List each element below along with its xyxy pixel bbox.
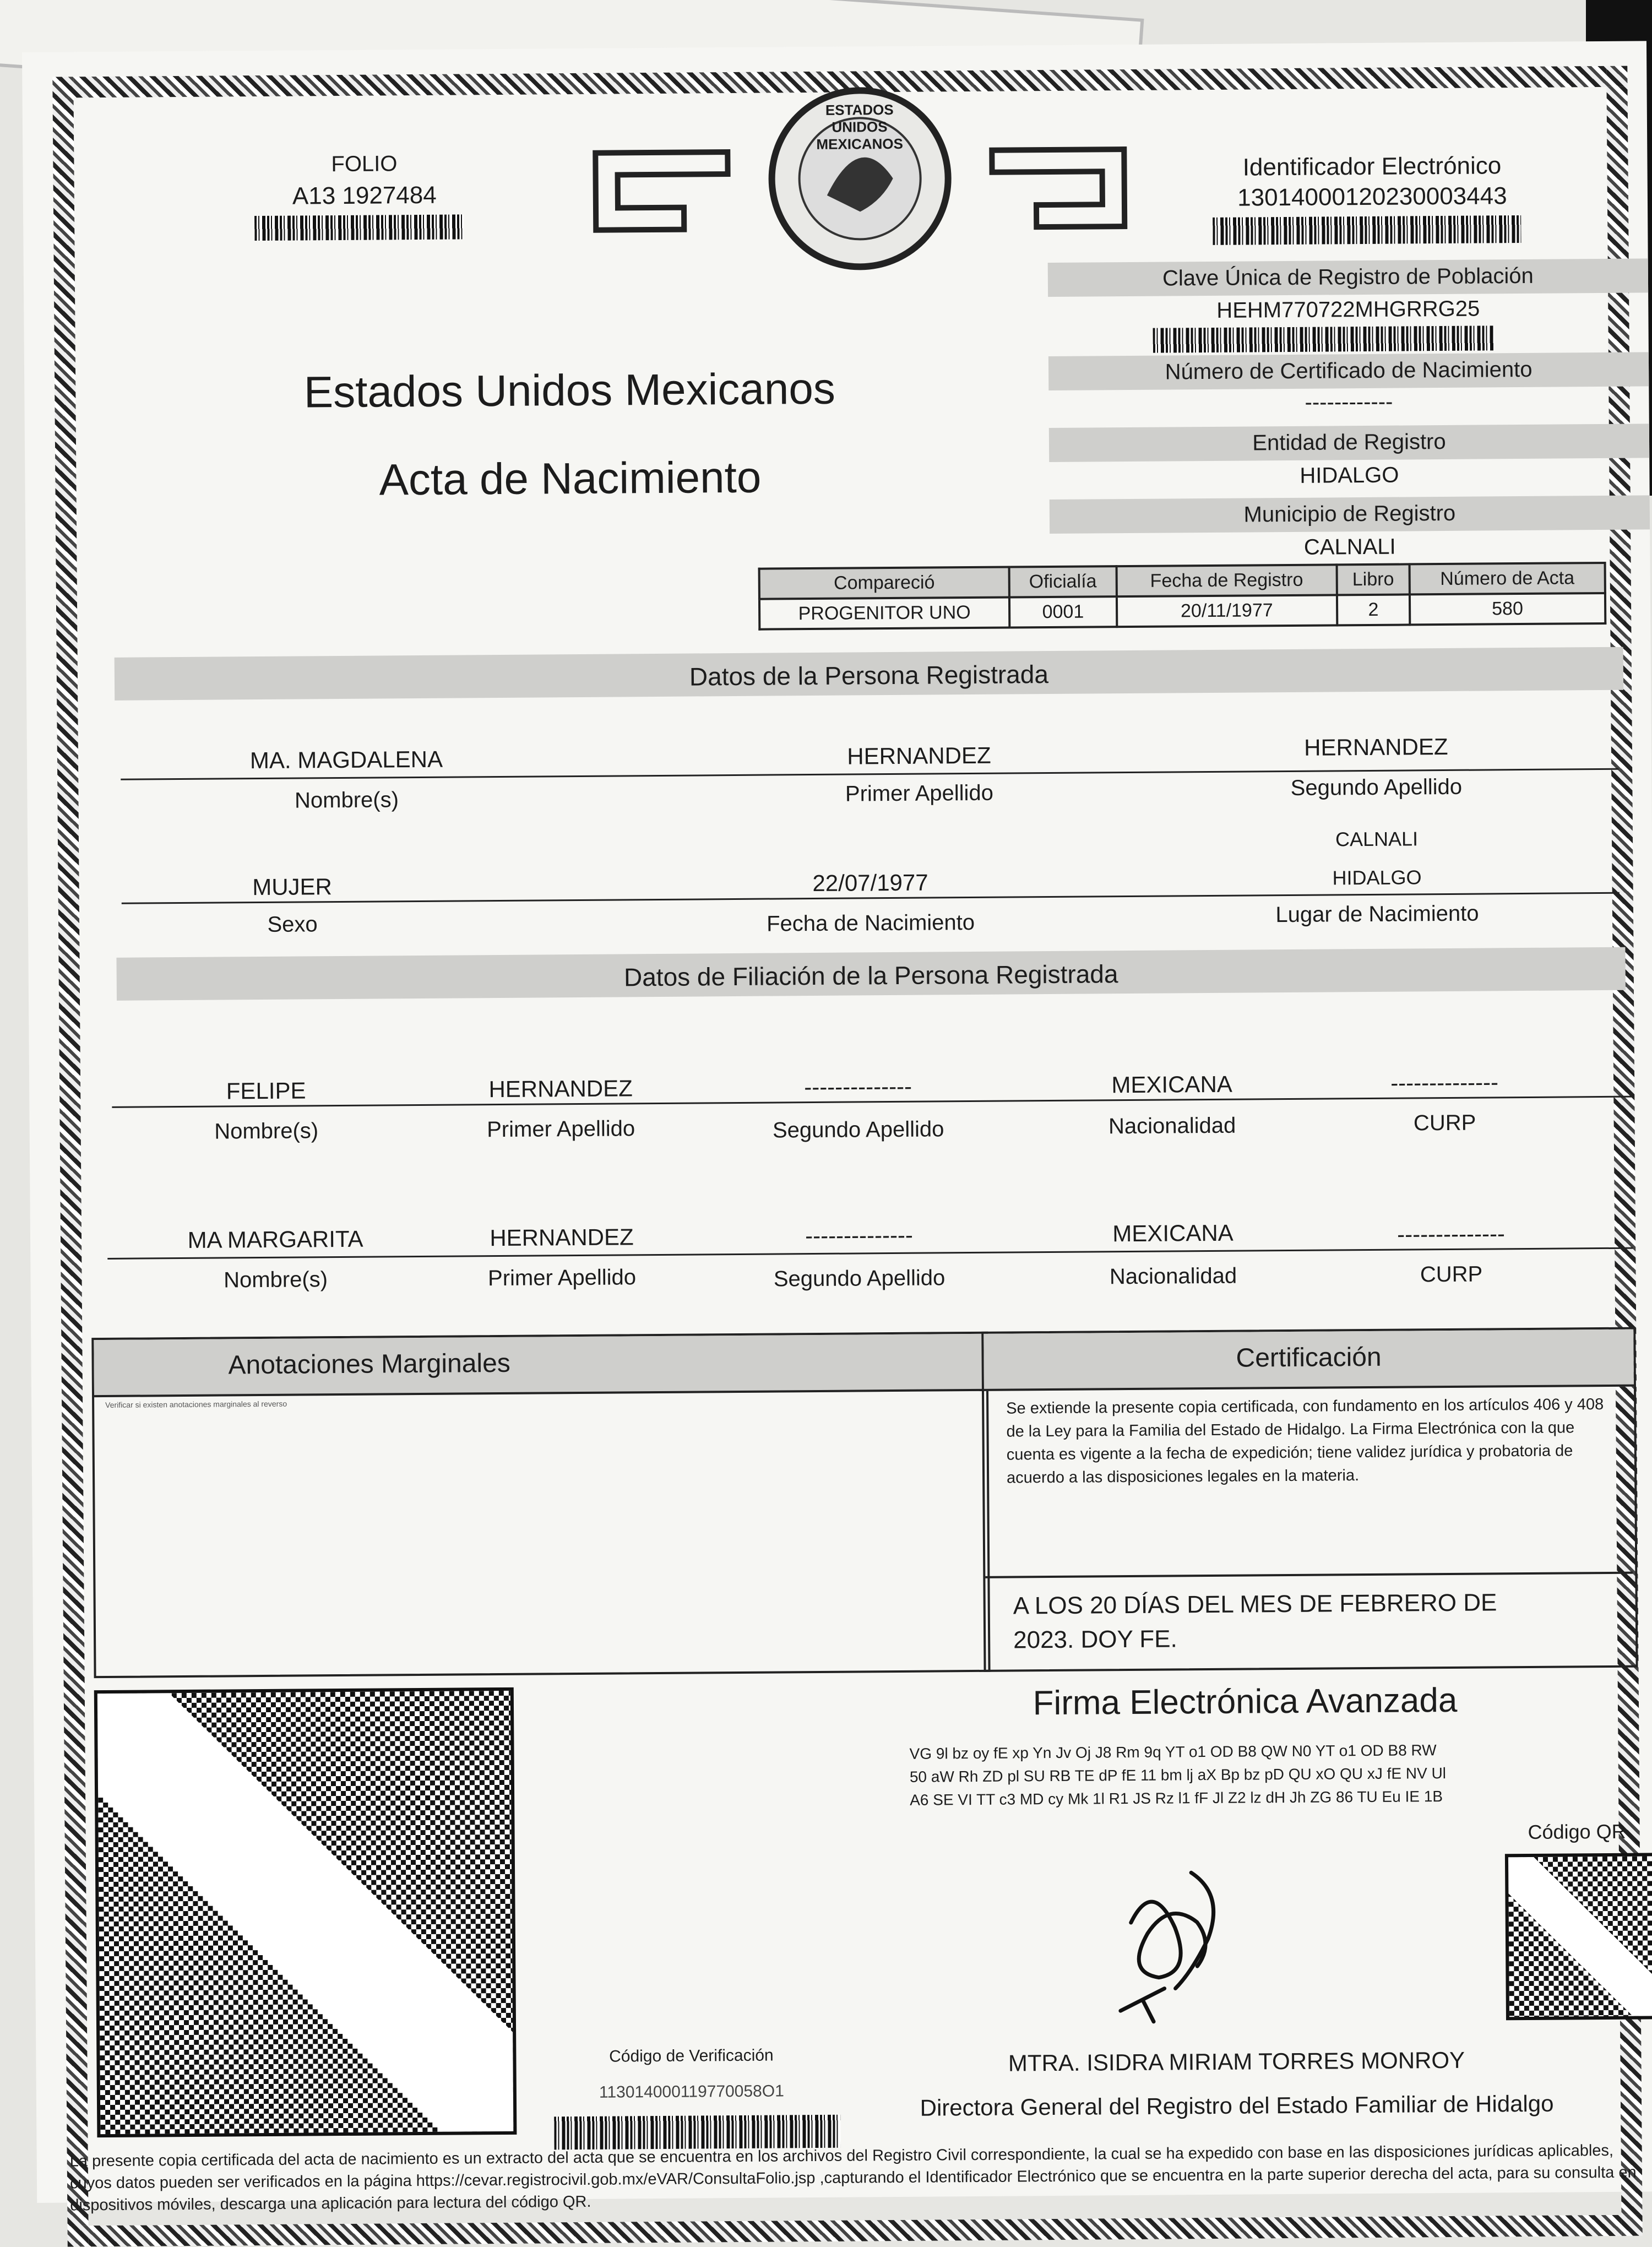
small-qr-code	[1505, 1853, 1652, 2020]
madre-apellido2-label: Segundo Apellido	[773, 1266, 945, 1291]
certificacion-fecha-line1: A LOS 20 DÍAS DEL MES DE FEBRERO DE	[1013, 1589, 1497, 1620]
birth-certificate-page	[22, 41, 1652, 2215]
padre-nacionalidad: MEXICANA	[1111, 1071, 1232, 1098]
value-oficialia: 0001	[1009, 596, 1117, 627]
folio-label: FOLIO	[331, 151, 398, 177]
padre-curp: --------------	[1390, 1069, 1499, 1096]
padre-nacionalidad-label: Nacionalidad	[1108, 1113, 1236, 1139]
persona-apellido1-label: Primer Apellido	[845, 780, 994, 806]
document-title: Acta de Nacimiento	[379, 452, 762, 504]
verification-code-label: Código de Verificación	[609, 2046, 774, 2066]
entidad-label: Entidad de Registro	[1252, 429, 1446, 455]
madre-curp: --------------	[1396, 1220, 1506, 1247]
id-barcode	[1213, 215, 1521, 245]
small-qr-label: Código QR	[1528, 1820, 1626, 1843]
persona-fecha-nac-label: Fecha de Nacimiento	[766, 910, 975, 936]
certificacion-title: Certificación	[1236, 1342, 1382, 1373]
padre-apellido2-label: Segundo Apellido	[772, 1117, 944, 1143]
padre-apellido1: HERNANDEZ	[488, 1075, 633, 1103]
signer-name: MTRA. ISIDRA MIRIAM TORRES MONROY	[1008, 2047, 1465, 2076]
registration-table-row	[759, 593, 1605, 629]
verification-qr-code	[94, 1687, 517, 2137]
madre-apellido1-label: Primer Apellido	[487, 1265, 637, 1291]
anotaciones-box	[91, 1332, 990, 1678]
seal-text: ESTADOS UNIDOS MEXICANOS	[816, 101, 904, 153]
curp-value: HEHM770722MHGRRG25	[1216, 296, 1480, 323]
madre-nombre-label: Nombre(s)	[223, 1267, 328, 1293]
country-title: Estados Unidos Mexicanos	[303, 363, 836, 417]
entidad-value: HIDALGO	[1300, 463, 1399, 488]
persona-apellido1: HERNANDEZ	[847, 742, 991, 769]
header-fecha-registro: Fecha de Registro	[1116, 565, 1337, 596]
firma-hash-line-2: 50 aW Rh ZD pl SU RB TE dP fE 11 bm lj aX Bp bz pD QU xO QU xJ fE NV Ul	[909, 1765, 1447, 1785]
persona-section-title: Datos de la Persona Registrada	[689, 660, 1049, 691]
verification-barcode	[554, 2115, 840, 2150]
persona-apellido2: HERNANDEZ	[1304, 733, 1448, 761]
footer-legal-text: La presente copia certificada del acta de nacimiento es un extracto del acta que se encuentra en los archivos del Registro Civil correspondiente, la cual se ha expedido con base en las disposiciones jurídicas aplicables, cuyos datos pueden ser verificados en la página https://cevar.registrocivil.gob.mx/eVAR/ConsultaFolio.jsp ,capturando el Identificador Electrónico que se encuentra en la parte superior derecha del acta, para su consulta en dispositivos móviles, descarga una aplicación para lectura del código QR.	[69, 2141, 1637, 2215]
madre-nombre: MA MARGARITA	[187, 1225, 363, 1253]
padre-apellido1-label: Primer Apellido	[487, 1116, 635, 1142]
value-fecha-registro: 20/11/1977	[1117, 595, 1338, 627]
lugar-estado: HIDALGO	[1332, 866, 1422, 889]
curp-label: Clave Única de Registro de Población	[1162, 263, 1534, 291]
persona-apellido2-label: Segundo Apellido	[1290, 774, 1463, 800]
cert-num-label: Número de Certificado de Nacimiento	[1165, 357, 1533, 384]
persona-nombre-label: Nombre(s)	[294, 788, 399, 813]
certificacion-text: Se extiende la presente copia certificada, con fundamento en los artículos 406 y 408 de la Ley para la Familia del Estado de Hidalgo. La Firma Electrónica con la que cuenta es vigente a la fecha de expedición; tiene validez jurídica y probatoria de acuerdo a las disposiciones legales en la materia.	[1006, 1396, 1604, 1487]
madre-curp-label: CURP	[1420, 1262, 1483, 1287]
persona-nombre: MA. MAGDALENA	[249, 746, 443, 774]
anotaciones-note: Verificar si existen anotaciones marginales al reverso	[105, 1399, 287, 1410]
madre-nacionalidad: MEXICANA	[1112, 1219, 1233, 1247]
firma-hash-line-1: VG 9l bz oy fE xp Yn Jv Oj J8 Rm 9q YT o1 OD B8 QW N0 YT o1 OD B8 RW	[909, 1741, 1437, 1762]
padre-apellido2: --------------	[804, 1073, 912, 1100]
madre-apellido2: --------------	[805, 1222, 914, 1249]
header-numero-acta: Número de Acta	[1409, 563, 1605, 594]
value-numero-acta: 580	[1410, 593, 1605, 625]
verification-code-value: 113014000119770058O1	[599, 2082, 784, 2102]
firma-hash	[909, 1738, 1615, 1812]
persona-sexo-label: Sexo	[267, 912, 318, 937]
id-value: 13014000120230003443	[1237, 182, 1507, 211]
firma-title: Firma Electrónica Avanzada	[1032, 1681, 1458, 1723]
signature-scribble	[1108, 1855, 1275, 2033]
value-libro: 2	[1337, 594, 1410, 625]
registration-table	[758, 562, 1607, 631]
certificacion-fecha-line2: 2023. DOY FE.	[1013, 1625, 1177, 1654]
persona-sexo: MUJER	[252, 873, 333, 900]
padre-nombre-label: Nombre(s)	[214, 1119, 319, 1144]
certificacion-divider	[985, 1572, 1633, 1578]
firma-hash-line-3: A6 SE VI TT c3 MD cy Mk 1l R1 JS Rz l1 fF Jl Z2 lz dH Jh ZG 86 TU Eu IE 1B	[910, 1788, 1443, 1809]
id-label: Identificador Electrónico	[1242, 152, 1502, 181]
value-comparecio: PROGENITOR UNO	[759, 598, 1009, 629]
signer-title: Directora General del Registro del Estado Familiar de Hidalgo	[920, 2090, 1554, 2121]
persona-lugar-label: Lugar de Nacimiento	[1275, 901, 1479, 927]
header-oficialia: Oficialía	[1009, 566, 1117, 597]
folio-barcode	[254, 214, 464, 241]
curp-barcode	[1153, 325, 1495, 352]
anotaciones-title: Anotaciones Marginales	[228, 1348, 510, 1380]
header-comparecio: Compareció	[759, 567, 1009, 599]
header-libro: Libro	[1336, 564, 1409, 595]
municipio-label: Municipio de Registro	[1243, 501, 1456, 527]
certificacion-box	[981, 1327, 1638, 1672]
persona-fecha-nac: 22/07/1977	[812, 869, 928, 897]
filiacion-section-title: Datos de Filiación de la Persona Registrada	[623, 959, 1118, 992]
cert-num-value: ------------	[1305, 389, 1393, 415]
national-seal	[584, 83, 1135, 274]
padre-nombre: FELIPE	[226, 1077, 306, 1104]
madre-nacionalidad-label: Nacionalidad	[1109, 1263, 1237, 1289]
folio-value: A13 1927484	[292, 181, 437, 210]
municipio-value: CALNALI	[1303, 534, 1396, 560]
lugar-municipio: CALNALI	[1335, 827, 1419, 851]
padre-curp-label: CURP	[1413, 1110, 1476, 1136]
madre-apellido1: HERNANDEZ	[490, 1224, 634, 1251]
